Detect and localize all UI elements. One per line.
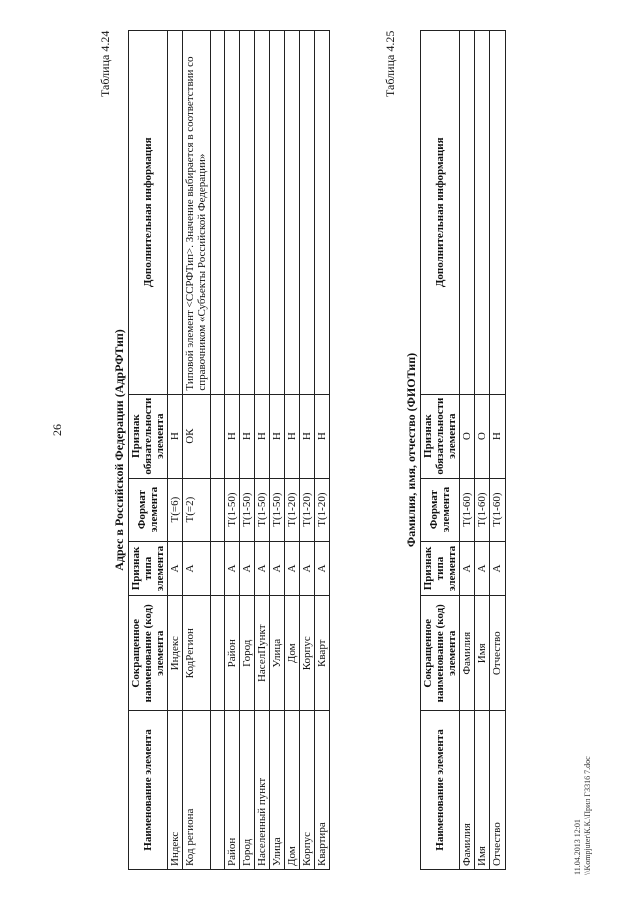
stamp-path: \\Kompjuter\К.К.\Прил ГЗ316 7.doc bbox=[583, 756, 592, 875]
table-cell bbox=[168, 31, 183, 395]
header-cell: Дополнительная информация bbox=[421, 31, 460, 395]
table-row bbox=[315, 31, 330, 870]
table-cell: Отчество bbox=[490, 596, 505, 711]
table-4-25-title: Фамилия, имя, отчество (ФИОТип) bbox=[404, 352, 418, 548]
table-cell: Н bbox=[239, 394, 254, 478]
table-4-24-title: Адрес в Российской Федерации (АдрРФТип) bbox=[112, 329, 126, 571]
table-row bbox=[284, 31, 299, 870]
table-cell bbox=[224, 31, 239, 395]
table-cell: T(=6) bbox=[168, 478, 183, 541]
table-cell: T(1-20) bbox=[300, 478, 315, 541]
table-cell: Н bbox=[254, 394, 269, 478]
header-cell: Формат элемента bbox=[421, 478, 460, 541]
header-cell: Сокращенное наименование (код) элемента bbox=[421, 596, 460, 711]
header-cell: Признак типа элемента bbox=[129, 541, 168, 596]
table-cell: Код региона bbox=[183, 711, 210, 870]
table-cell: T(1-20) bbox=[315, 478, 330, 541]
table-cell: О bbox=[460, 394, 475, 478]
table-cell: Имя bbox=[475, 711, 490, 870]
table-cell: T(1-60) bbox=[490, 478, 505, 541]
header-cell: Признак обязательности элемента bbox=[421, 394, 460, 478]
table-cell bbox=[269, 31, 284, 395]
table-cell: Н bbox=[315, 394, 330, 478]
table-cell bbox=[239, 31, 254, 395]
table-4-24-label: Таблица 4.24 bbox=[98, 30, 112, 97]
table-cell: Населенный пункт bbox=[254, 711, 269, 870]
table-4-24 bbox=[128, 30, 330, 870]
table-header-row bbox=[129, 31, 168, 870]
table-cell bbox=[210, 541, 224, 596]
table-row bbox=[239, 31, 254, 870]
table-cell: T(1-20) bbox=[284, 478, 299, 541]
table-cell: T(=2) bbox=[183, 478, 210, 541]
table-cell: Н bbox=[284, 394, 299, 478]
table-cell bbox=[210, 31, 224, 395]
table-cell: А bbox=[254, 541, 269, 596]
table-cell: Город bbox=[239, 596, 254, 711]
table-cell bbox=[460, 31, 475, 395]
header-cell: Признак обязательности элемента bbox=[129, 394, 168, 478]
table-cell: Н bbox=[168, 394, 183, 478]
table-cell: Улица bbox=[269, 596, 284, 711]
table-cell: Город bbox=[239, 711, 254, 870]
table-row bbox=[224, 31, 239, 870]
table-row bbox=[183, 31, 210, 870]
table-cell: Дом bbox=[284, 711, 299, 870]
table-cell: А bbox=[315, 541, 330, 596]
page-number: 26 bbox=[50, 424, 64, 436]
table-cell: Квартира bbox=[315, 711, 330, 870]
table-cell: Район bbox=[224, 596, 239, 711]
table-row bbox=[269, 31, 284, 870]
table-cell: T(1-50) bbox=[239, 478, 254, 541]
table-cell: Дом bbox=[284, 596, 299, 711]
table-cell: А bbox=[269, 541, 284, 596]
header-cell: Сокращенное наименование (код) элемента bbox=[129, 596, 168, 711]
table-cell bbox=[315, 31, 330, 395]
header-cell: Формат элемента bbox=[129, 478, 168, 541]
table-4-25 bbox=[420, 30, 506, 870]
table-cell: Корпус bbox=[300, 711, 315, 870]
header-cell: Наименование элемента bbox=[129, 711, 168, 870]
table-cell bbox=[210, 596, 224, 711]
table-row bbox=[254, 31, 269, 870]
table-cell: Индекс bbox=[168, 711, 183, 870]
table-cell bbox=[210, 711, 224, 870]
table-cell: Н bbox=[300, 394, 315, 478]
table-cell bbox=[210, 394, 224, 478]
table-cell bbox=[490, 31, 505, 395]
table-cell: Индекс bbox=[168, 596, 183, 711]
table-cell bbox=[254, 31, 269, 395]
header-cell: Наименование элемента bbox=[421, 711, 460, 870]
table-cell: Район bbox=[224, 711, 239, 870]
table-cell: А bbox=[239, 541, 254, 596]
table-cell: Фамилия bbox=[460, 596, 475, 711]
table-row bbox=[475, 31, 490, 870]
table-cell bbox=[210, 478, 224, 541]
header-cell: Дополнительная информация bbox=[129, 31, 168, 395]
table-row bbox=[210, 31, 224, 870]
table-cell: Корпус bbox=[300, 596, 315, 711]
stamp-date: 11.04.2013 12:01 bbox=[573, 819, 582, 875]
table-row bbox=[168, 31, 183, 870]
table-cell: А bbox=[183, 541, 210, 596]
table-4-25-label: Таблица 4.25 bbox=[383, 30, 397, 97]
table-cell bbox=[284, 31, 299, 395]
table-cell: НаселПункт bbox=[254, 596, 269, 711]
table-row bbox=[300, 31, 315, 870]
table-cell: А bbox=[460, 541, 475, 596]
table-cell: T(1-50) bbox=[269, 478, 284, 541]
table-cell: T(1-50) bbox=[224, 478, 239, 541]
table-cell: А bbox=[284, 541, 299, 596]
table-cell: О bbox=[475, 394, 490, 478]
table-cell: Типовой элемент <ССРФТип>. Значение выбирается в соответствии со справочником «Субъекты Российской Федерации» bbox=[183, 31, 210, 395]
table-cell bbox=[300, 31, 315, 395]
table-cell bbox=[475, 31, 490, 395]
table-cell: Имя bbox=[475, 596, 490, 711]
table-cell: Н bbox=[224, 394, 239, 478]
table-cell: Н bbox=[490, 394, 505, 478]
header-cell: Признак типа элемента bbox=[421, 541, 460, 596]
table-cell: А bbox=[300, 541, 315, 596]
table-cell: Кварт bbox=[315, 596, 330, 711]
table-cell: А bbox=[475, 541, 490, 596]
file-stamp bbox=[573, 756, 593, 875]
table-cell: КодРегион bbox=[183, 596, 210, 711]
table-cell: Улица bbox=[269, 711, 284, 870]
table-cell: Фамилия bbox=[460, 711, 475, 870]
table-row bbox=[490, 31, 505, 870]
table-cell: А bbox=[168, 541, 183, 596]
table-cell: Н bbox=[269, 394, 284, 478]
table-cell: T(1-50) bbox=[254, 478, 269, 541]
table-cell: ОК bbox=[183, 394, 210, 478]
table-cell: T(1-60) bbox=[475, 478, 490, 541]
table-cell: А bbox=[490, 541, 505, 596]
table-cell: T(1-60) bbox=[460, 478, 475, 541]
table-row bbox=[460, 31, 475, 870]
table-cell: А bbox=[224, 541, 239, 596]
table-header-row bbox=[421, 31, 460, 870]
table-cell: Отчество bbox=[490, 711, 505, 870]
